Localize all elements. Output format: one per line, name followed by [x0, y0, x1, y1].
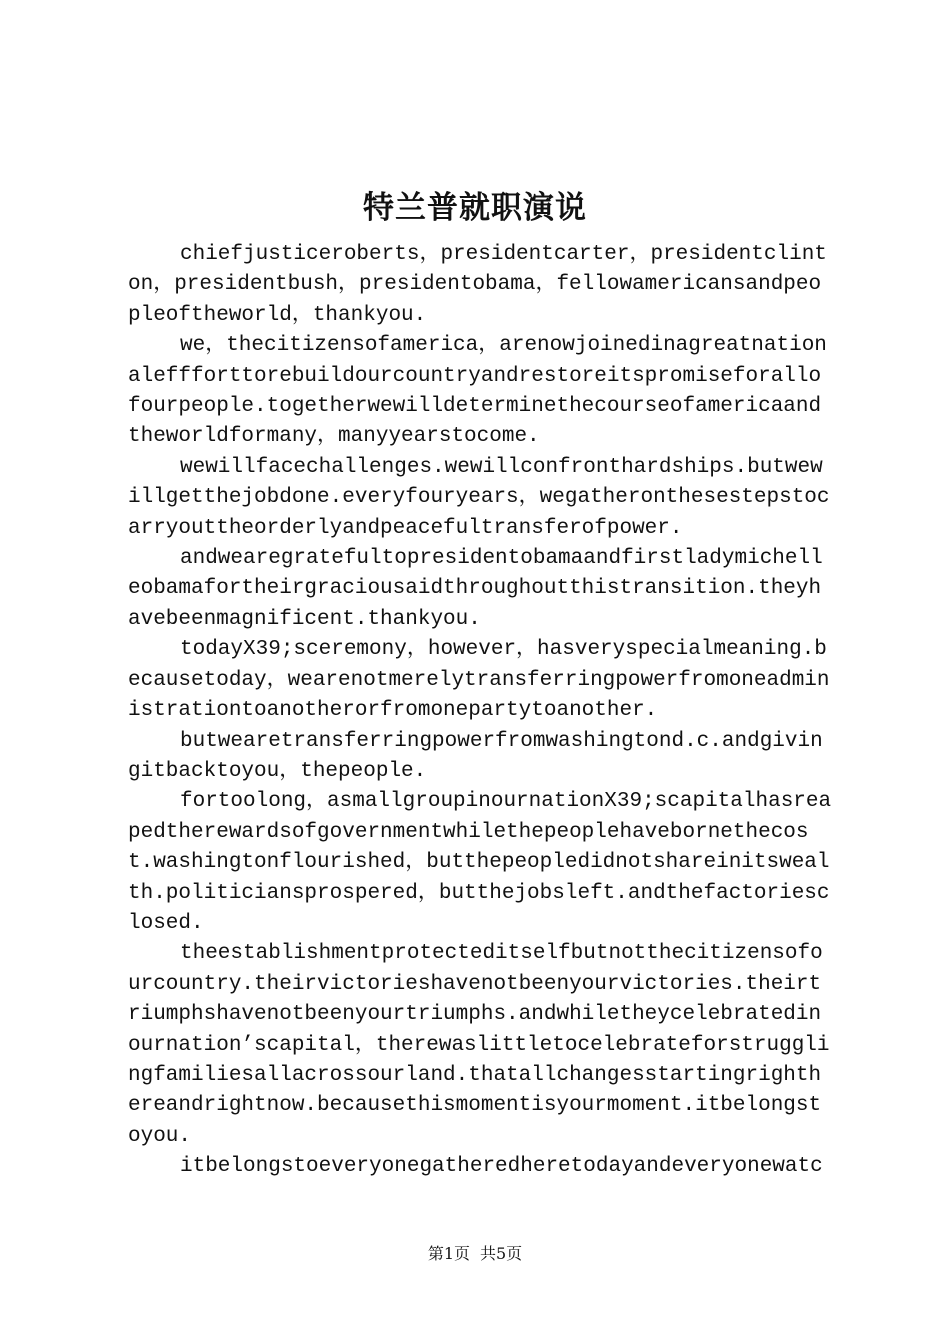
document-title: 特兰普就职演说	[363, 190, 587, 226]
paragraph: itbelongstoeveryonegatheredheretodayandeveryonewatc	[180, 1155, 823, 1179]
page-number: 第1页	[427, 1244, 470, 1263]
page-footer	[0, 1243, 950, 1265]
paragraph: chiefjusticeroberts，presidentcarter，presidentclinton，presidentbush，presidentobama，fellowamericansandpeopleoftheworld，thankyou.	[128, 243, 827, 327]
page-total: 共5页	[480, 1244, 523, 1263]
paragraph: fortoolong，asmallgroupinournationX39;scapitalhasreapedtherewardsofgovernmentwhilethepeoplehavebornethecost.washingtonflourished，butthepeopledidnotshareinitswealth.politiciansprospered，butthejobsleft.andthefactoriesclosed.	[128, 790, 832, 935]
paragraph: todayX39;sceremony，however，hasveryspecialmeaning.becausetoday，wearenotmerelytransferringpowerfromoneadministrationtoanotherorfromonepartytoanother.	[128, 638, 830, 723]
paragraph: andwearegratefultopresidentobamaandfirstladymichelleobamafortheirgraciousaidthroughoutthistransition.theyhavebeenmagnificent.thankyou.	[128, 547, 823, 631]
paragraph: wewillfacechallenges.wewillconfronthardships.butwewillgetthejobdone.everyfouryears，wegatheronthesestepstocarryouttheorderlyandpeacefultransferofpower.	[128, 455, 830, 540]
paragraph: butwearetransferringpowerfromwashingtond.c.andgivingitbacktoyou，thepeople.	[128, 729, 823, 783]
paragraph: theestablishmentprotecteditselfbutnotthecitizensofourcountry.theirvictorieshavenotbeenyourvictories.theirtriumphshavenotbeenyourtriumphs.andwhiletheycelebratedinournation’scapital，therewaslittletocelebrateforstrugglingfamiliesallacrossourland.thatallchangesstartingrighthereandrightnow.becausethismomentisyourmoment.itbelongstoyou.	[128, 942, 830, 1148]
paragraph: we，thecitizensofamerica，arenowjoinedinagreatnationaleffforttorebuildourcountryandrestoreitspromiseforallofourpeople.togetherwewilldeterminethecourseofamericaandtheworldformany，manyyearstocome.	[128, 334, 827, 449]
document-body	[128, 240, 832, 1183]
